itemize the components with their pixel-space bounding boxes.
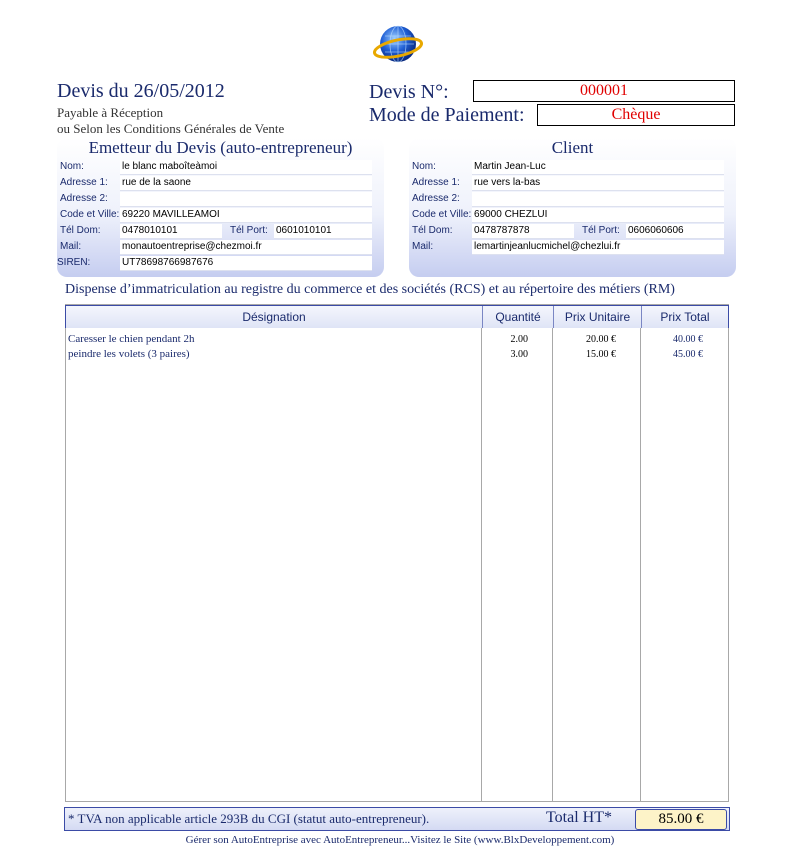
client-title: Client — [551, 138, 594, 157]
client-nom-label: Nom: — [412, 161, 436, 172]
emetteur-row-tel — [60, 224, 373, 239]
table-header — [65, 305, 729, 328]
emetteur-row-adr1 — [60, 176, 373, 191]
client-panel — [409, 138, 736, 277]
client-row-mail — [412, 240, 725, 255]
header-designation: Désignation — [66, 306, 482, 328]
column-divider — [481, 328, 482, 802]
client-port-field[interactable]: 0606060606 — [626, 224, 724, 239]
emetteur-siren-field[interactable]: UT78698766987676 — [120, 256, 372, 271]
devis-number-label: Devis N°: — [369, 81, 449, 103]
client-cp-label: Code et Ville: — [412, 209, 472, 220]
total-ht-label: Total HT* — [546, 809, 612, 826]
emetteur-panel — [57, 138, 384, 277]
emetteur-tel-field[interactable]: 0478010101 — [120, 224, 222, 239]
client-adr2-label: Adresse 2: — [412, 193, 460, 204]
column-divider — [640, 328, 641, 802]
client-adr1-field[interactable]: rue vers la-bas — [472, 176, 724, 191]
client-row-adr1 — [412, 176, 725, 191]
row-designation: Caresser le chien pendant 2h — [68, 333, 195, 345]
client-nom-field[interactable]: Martin Jean-Luc — [472, 160, 724, 175]
column-divider — [552, 328, 553, 802]
row-prix-total: 45.00 € — [673, 349, 703, 360]
emetteur-adr2-field[interactable] — [120, 192, 372, 207]
client-row-nom — [412, 160, 725, 175]
client-row-adr2 — [412, 192, 725, 207]
emetteur-mail-field[interactable]: monautoentreprise@chezmoi.fr — [120, 240, 372, 255]
emetteur-title: Emetteur du Devis (auto-entrepreneur) — [88, 138, 353, 157]
client-row-cp — [412, 208, 725, 223]
emetteur-row-adr2 — [60, 192, 373, 207]
emetteur-row-cp — [60, 208, 373, 223]
emetteur-port-field[interactable]: 0601010101 — [274, 224, 372, 239]
client-tel-label: Tél Dom: — [412, 225, 453, 236]
emetteur-adr1-field[interactable]: rue de la saone — [120, 176, 372, 191]
emetteur-port-label: Tél Port: — [230, 225, 268, 236]
site-footer-text[interactable]: Gérer son AutoEntreprise avec AutoEntrepreneur...Visitez le Site (www.BlxDeveloppement.com) — [185, 834, 615, 846]
payment-mode-label: Mode de Paiement: — [369, 104, 525, 126]
emetteur-tel-label: Tél Dom: — [60, 225, 101, 236]
emetteur-nom-label: Nom: — [60, 161, 84, 172]
emetteur-row-siren — [57, 256, 373, 271]
emetteur-cp-field[interactable]: 69220 MAVILLEAMOI — [120, 208, 372, 223]
row-quantite: 3.00 — [510, 349, 528, 360]
total-ht-value[interactable]: 85.00 € — [635, 809, 727, 830]
client-adr2-field[interactable] — [472, 192, 724, 207]
client-port-label: Tél Port: — [582, 225, 620, 236]
header-prix-unitaire: Prix Unitaire — [553, 306, 641, 328]
payment-mode-field[interactable]: Chèque — [537, 104, 735, 126]
client-row-tel — [412, 224, 725, 239]
items-table — [65, 304, 729, 802]
tva-note: * TVA non applicable article 293B du CGI (statut auto-entrepreneur). — [68, 811, 430, 826]
dispense-text: Dispense d’immatriculation au registre du commerce et des sociétés (RCS) et au répertoire des métiers (RM) — [65, 282, 675, 297]
client-mail-field[interactable]: lemartinjeanlucmichel@chezlui.fr — [472, 240, 724, 255]
payable-text: Payable à Réception — [57, 105, 164, 120]
client-mail-label: Mail: — [412, 241, 434, 252]
emetteur-adr1-label: Adresse 1: — [60, 177, 108, 188]
client-cp-field[interactable]: 69000 CHEZLUI — [472, 208, 724, 223]
emetteur-row-mail — [60, 240, 373, 255]
row-quantite: 2.00 — [510, 334, 528, 345]
devis-number-field[interactable]: 000001 — [473, 80, 735, 102]
row-designation: peindre les volets (3 paires) — [68, 348, 190, 360]
client-tel-field[interactable]: 0478787878 — [472, 224, 574, 239]
globe-logo-icon — [373, 22, 423, 68]
emetteur-cp-label: Code et Ville: — [60, 209, 120, 220]
emetteur-siren-label: SIREN: — [57, 257, 91, 268]
header-prix-total: Prix Total — [641, 306, 728, 328]
header-quantite: Quantité — [482, 306, 553, 328]
emetteur-row-nom — [60, 160, 373, 175]
row-prix-unitaire: 15.00 € — [586, 349, 616, 360]
emetteur-adr2-label: Adresse 2: — [60, 193, 108, 204]
footer-bar — [64, 807, 730, 831]
row-prix-unitaire: 20.00 € — [586, 334, 616, 345]
devis-date-title: Devis du 26/05/2012 — [57, 80, 225, 102]
emetteur-nom-field[interactable]: le blanc maboîteàmoi — [120, 160, 372, 175]
client-adr1-label: Adresse 1: — [412, 177, 460, 188]
emetteur-mail-label: Mail: — [60, 241, 82, 252]
row-prix-total: 40.00 € — [673, 334, 703, 345]
conditions-text: ou Selon les Conditions Générales de Vente — [57, 121, 285, 136]
